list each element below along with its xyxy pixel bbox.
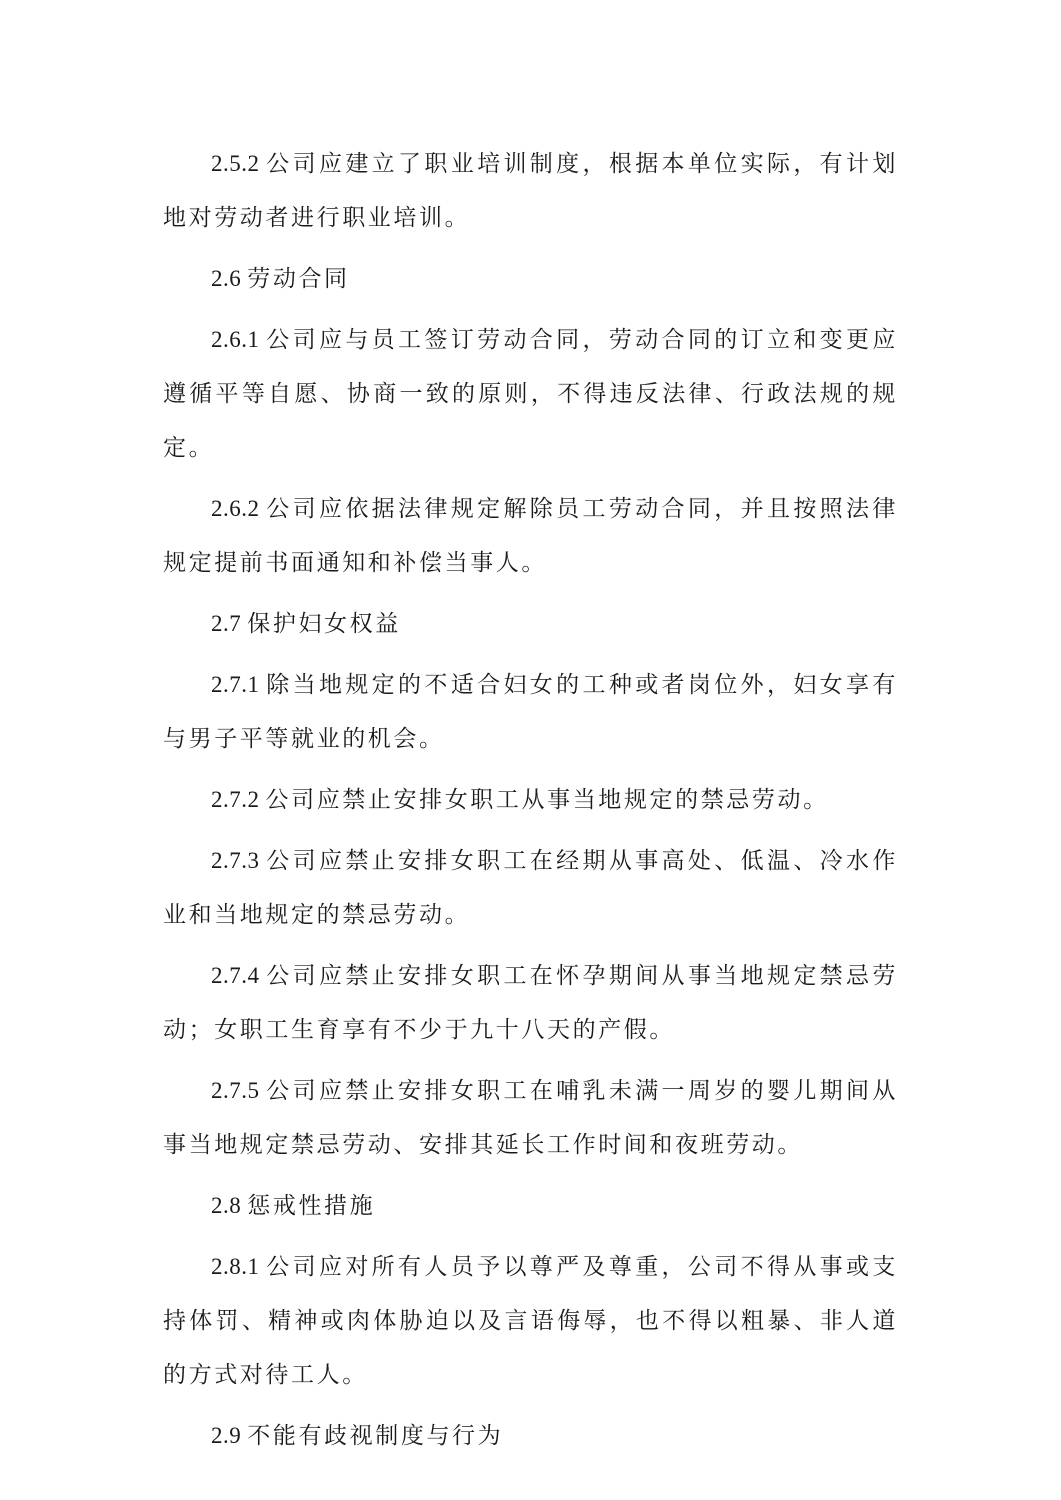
- section-number: 2.6: [211, 266, 242, 291]
- section-title: 惩戒性措施: [247, 1193, 376, 1219]
- paragraph-2-7-1: [163, 658, 898, 766]
- paragraph-2-6-2: [163, 482, 898, 590]
- paragraph-text: 公司应建立了职业培训制度，根据本单位实际，有计划地对劳动者进行职业培训。: [163, 151, 898, 231]
- clause-number: 2.6.2: [211, 496, 260, 521]
- section-number: 2.7: [211, 611, 242, 636]
- paragraph-2-7-4: [163, 949, 898, 1057]
- section-heading-2-9: [163, 1409, 898, 1463]
- clause-number: 2.6.1: [211, 327, 260, 352]
- paragraph-2-7-2: [163, 773, 898, 827]
- document-body: [163, 137, 898, 1470]
- section-heading-2-8: [163, 1179, 898, 1233]
- clause-number: 2.8.1: [211, 1254, 260, 1279]
- clause-number: 2.7.5: [211, 1078, 260, 1103]
- paragraph-2-5-2: [163, 137, 898, 245]
- paragraph-2-7-5: [163, 1064, 898, 1172]
- section-heading-2-7: [163, 597, 898, 651]
- paragraph-2-6-1: [163, 313, 898, 475]
- paragraph-text: 公司应对所有人员予以尊严及尊重，公司不得从事或支持体罚、精神或肉体胁迫以及言语侮辱，也不得以粗暴、非人道的方式对待工人。: [163, 1254, 898, 1388]
- clause-number: 2.7.2: [211, 787, 260, 812]
- clause-number: 2.7.3: [211, 848, 260, 873]
- paragraph-2-8-1: [163, 1240, 898, 1402]
- section-title: 不能有歧视制度与行为: [247, 1423, 504, 1449]
- clause-number: 2.5.2: [211, 151, 260, 176]
- paragraph-text: 公司应禁止安排女职工在怀孕期间从事当地规定禁忌劳动；女职工生育享有不少于九十八天的产假。: [163, 963, 898, 1043]
- section-number: 2.9: [211, 1423, 242, 1448]
- section-number: 2.8: [211, 1193, 242, 1218]
- paragraph-text: 公司应与员工签订劳动合同，劳动合同的订立和变更应遵循平等自愿、协商一致的原则，不得违反法律、行政法规的规定。: [163, 327, 898, 461]
- paragraph-text: 公司应禁止安排女职工从事当地规定的禁忌劳动。: [265, 787, 829, 813]
- paragraph-2-7-3: [163, 834, 898, 942]
- paragraph-text: 公司应禁止安排女职工在经期从事高处、低温、冷水作业和当地规定的禁忌劳动。: [163, 848, 898, 928]
- paragraph-text: 公司应禁止安排女职工在哺乳未满一周岁的婴儿期间从事当地规定禁忌劳动、安排其延长工作时间和夜班劳动。: [163, 1078, 898, 1158]
- clause-number: 2.7.4: [211, 963, 260, 988]
- paragraph-text: 除当地规定的不适合妇女的工种或者岗位外，妇女享有与男子平等就业的机会。: [163, 672, 898, 752]
- section-title: 保护妇女权益: [247, 611, 401, 637]
- section-title: 劳动合同: [247, 266, 350, 292]
- paragraph-text: 公司应依据法律规定解除员工劳动合同，并且按照法律规定提前书面通知和补偿当事人。: [163, 496, 898, 576]
- section-heading-2-6: [163, 252, 898, 306]
- clause-number: 2.7.1: [211, 672, 260, 697]
